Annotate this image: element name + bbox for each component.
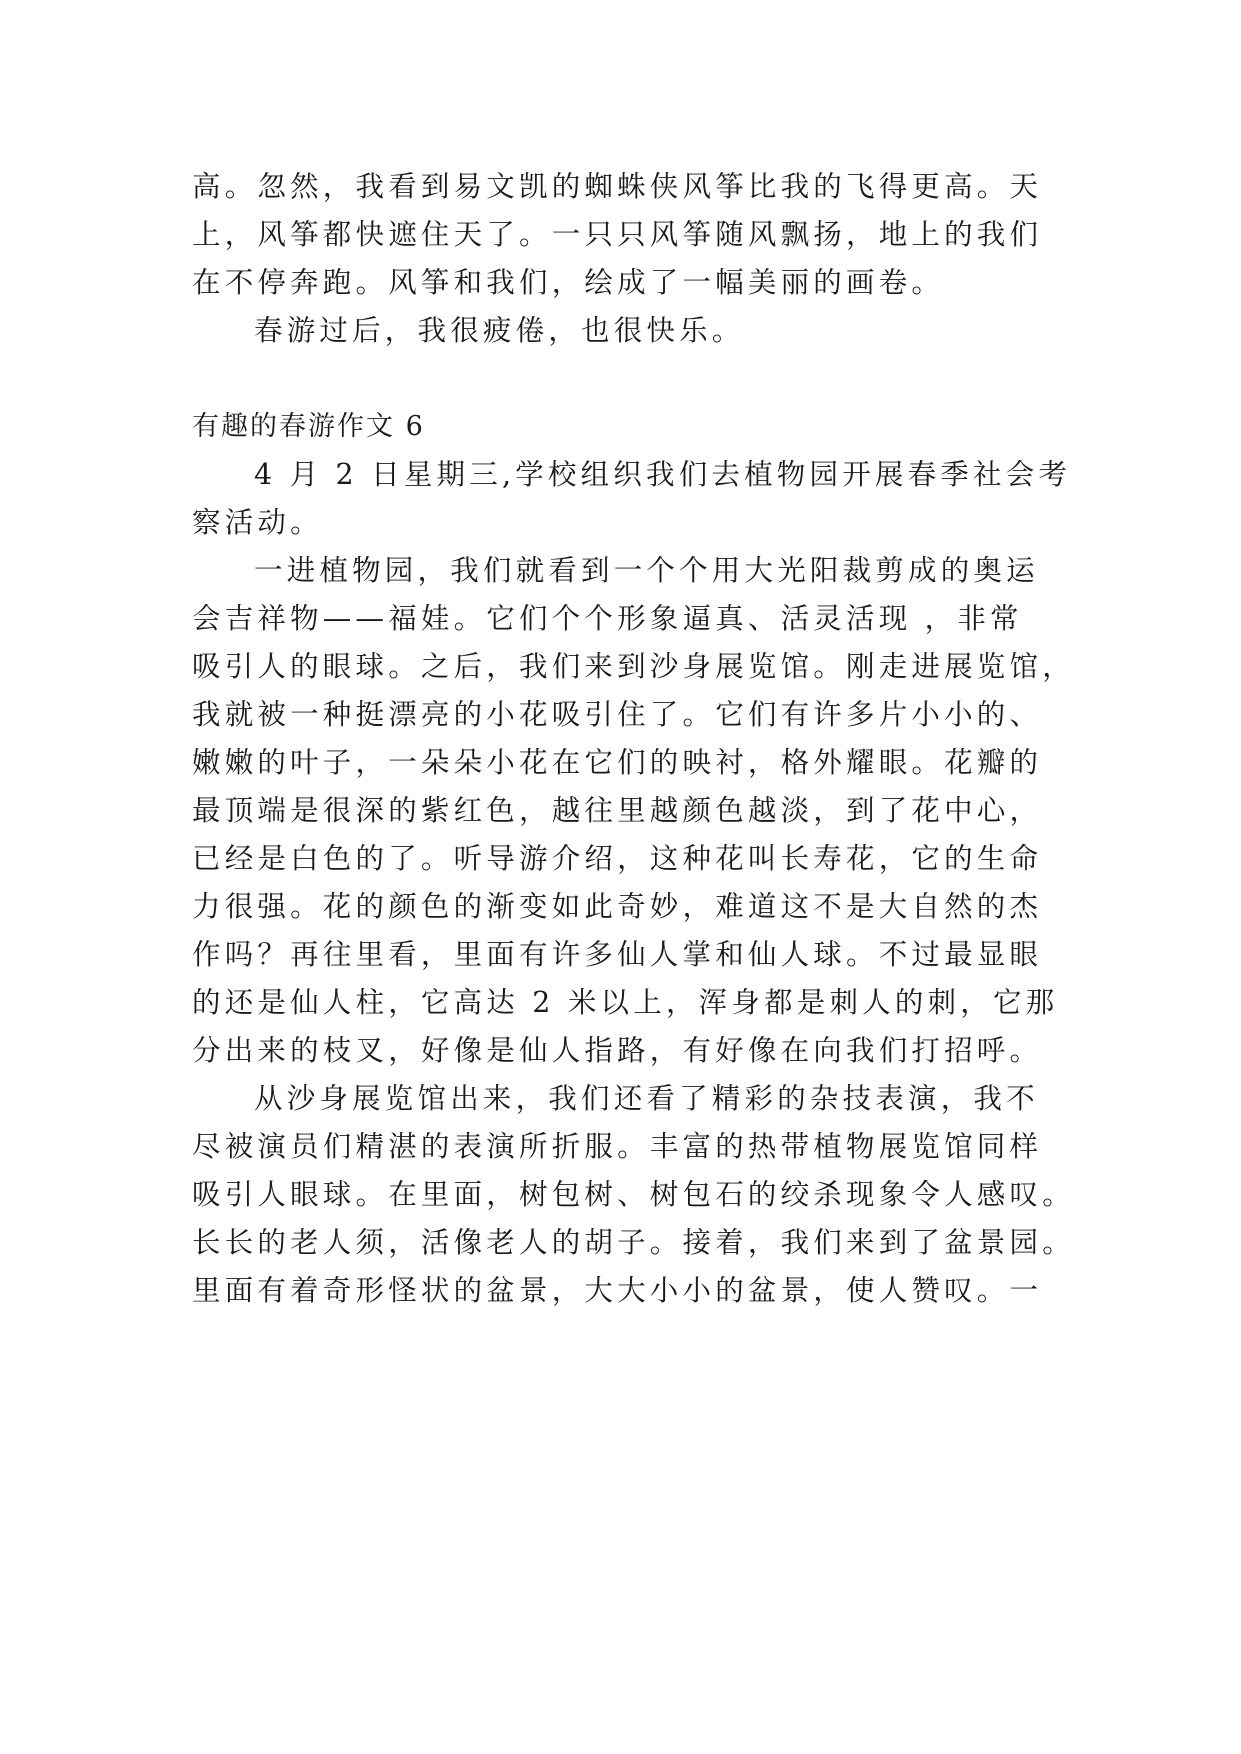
text-line: 嫩嫩的叶子，一朵朵小花在它们的映衬，格外耀眼。花瓣的 <box>192 746 1043 779</box>
document-body <box>192 163 1075 1315</box>
text-line: 吸引人的眼球。之后，我们来到沙身展览馆。刚走进展览馆， <box>192 650 1075 683</box>
section-title: 有趣的春游作文 6 <box>192 411 425 442</box>
text-line: 会吉祥物——福娃。它们个个形象逼真、活灵活现 ，非常 <box>192 602 1023 635</box>
text-line: 一进植物园，我们就看到一个个用大光阳裁剪成的奥运 <box>254 554 1039 587</box>
paragraph <box>192 547 1075 1075</box>
text-line: 尽被演员们精湛的表演所折服。丰富的热带植物展览馆同样 <box>192 1130 1043 1163</box>
text-line: 吸引人眼球。在里面，树包树、树包石的绞杀现象令人感叹。 <box>192 1178 1075 1211</box>
text-line: 长长的老人须，活像老人的胡子。接着，我们来到了盆景园。 <box>192 1226 1075 1259</box>
text-line: 的还是仙人柱，它高达 2 米以上，浑身都是刺人的刺，它那 <box>192 986 1059 1019</box>
paragraph <box>192 451 1072 547</box>
text-line: 在不停奔跑。风筝和我们，绘成了一幅美丽的画卷。 <box>192 266 945 299</box>
text-line: 察活动。 <box>192 506 323 539</box>
text-line: 我就被一种挺漂亮的小花吸引住了。它们有许多片小小的、 <box>192 698 1043 731</box>
text-line: 4 月 2 日星期三,学校组织我们去植物园开展春季社会考 <box>254 458 1072 491</box>
text-line: 分出来的枝叉，好像是仙人指路，有好像在向我们打招呼。 <box>192 1034 1043 1067</box>
paragraph <box>192 163 1062 307</box>
text-line: 里面有着奇形怪状的盆景，大大小小的盆景，使人赞叹。一 <box>192 1274 1043 1307</box>
text-line: 作吗？再往里看，里面有许多仙人掌和仙人球。不过最显眼 <box>192 938 1043 971</box>
paragraph-gap <box>192 355 1062 403</box>
text-line: 从沙身展览馆出来，我们还看了精彩的杂技表演，我不 <box>254 1082 1039 1115</box>
text-line: 高。忽然，我看到易文凯的蜘蛛侠风筝比我的飞得更高。天 <box>192 170 1043 203</box>
text-line: 力很强。花的颜色的渐变如此奇妙，难道这不是大自然的杰 <box>192 890 1043 923</box>
text-line: 春游过后，我很疲倦，也很快乐。 <box>254 314 745 347</box>
text-line: 上，风筝都快遮住天了。一只只风筝随风飘扬，地上的我们 <box>192 218 1043 251</box>
text-line: 最顶端是很深的紫红色，越往里越颜色越淡，到了花中心， <box>192 794 1043 827</box>
paragraph <box>192 1075 1075 1315</box>
text-line: 已经是白色的了。听导游介绍，这种花叫长寿花，它的生命 <box>192 842 1043 875</box>
paragraph <box>192 307 1062 355</box>
